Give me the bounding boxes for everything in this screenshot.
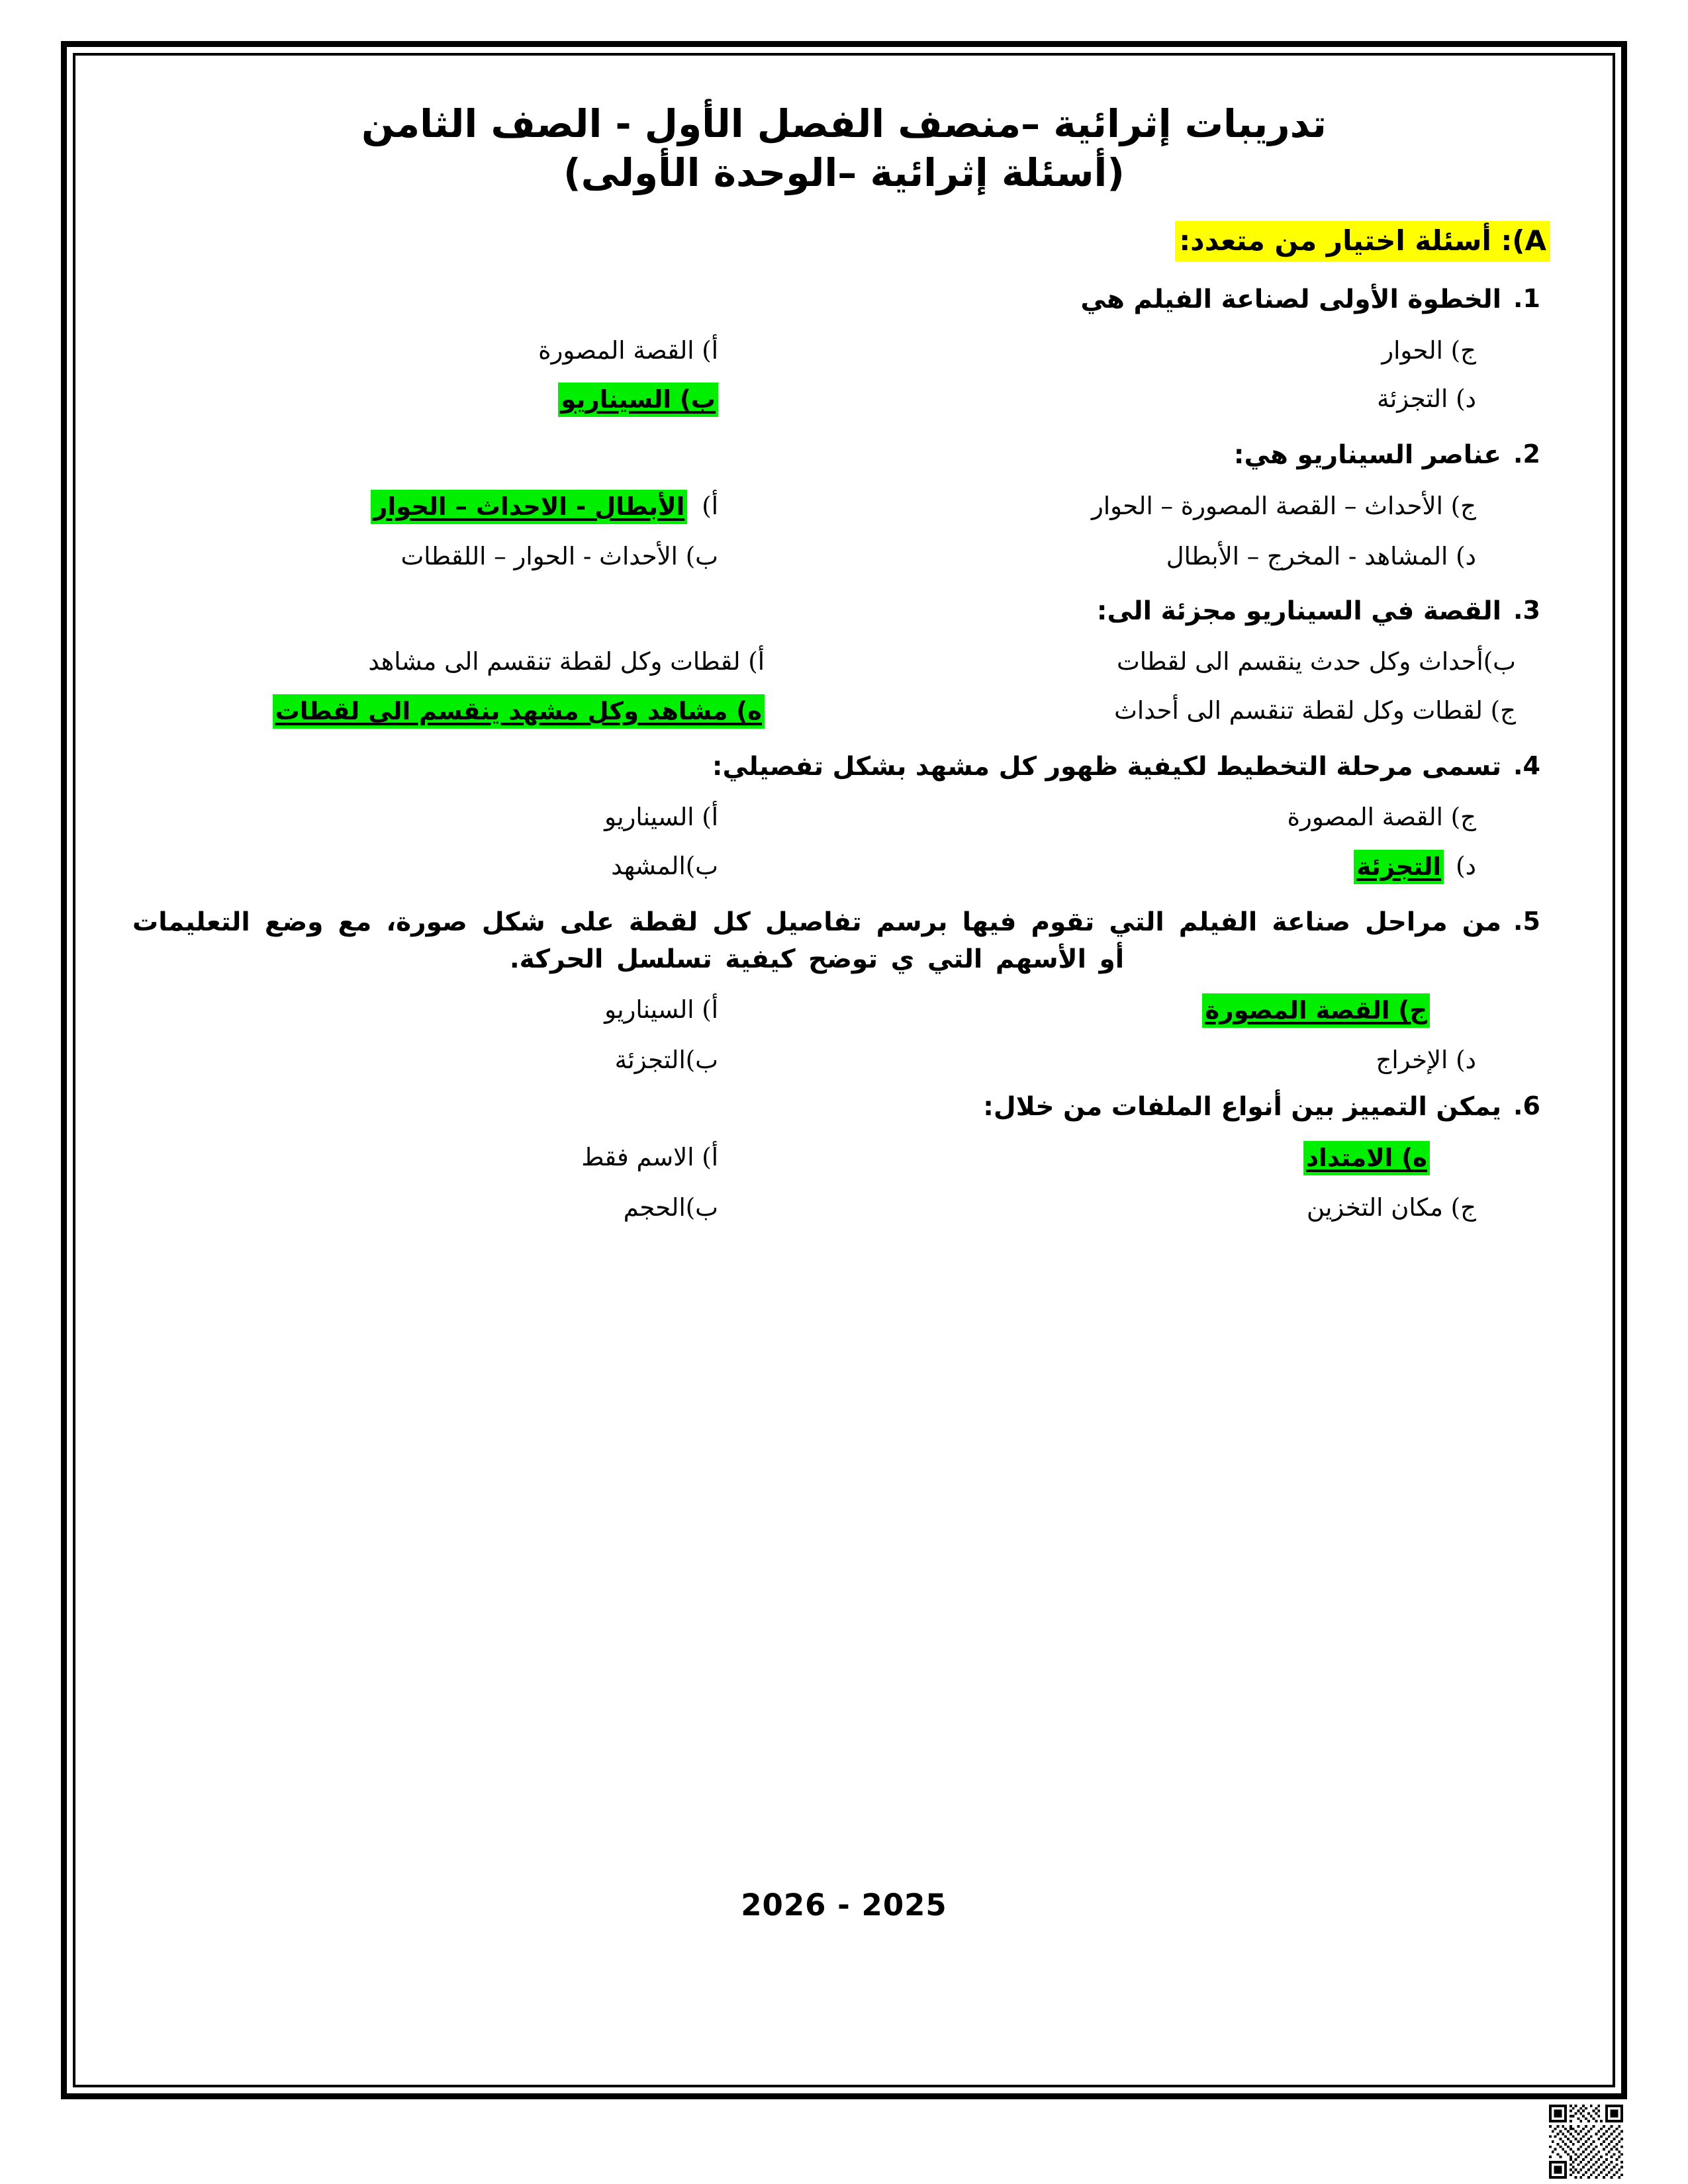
question-4-text: تسمى مرحلة التخطيط لكيفية ظهور كل مشهد بشكل تفصيلي:	[712, 751, 1501, 782]
option-6b: ب)الحجم	[623, 1193, 718, 1222]
question-6-number: 6.	[1513, 1091, 1540, 1120]
option-3e-correct: ه) مشاهد وكل مشهد ينقسم الى لقطات	[273, 694, 765, 729]
option-5d: د) الإخراج	[1376, 1045, 1476, 1074]
option-cell[interactable]	[844, 850, 1556, 884]
option-cell[interactable]	[132, 645, 844, 678]
option-cell[interactable]	[132, 694, 844, 729]
option-cell[interactable]	[844, 334, 1556, 367]
option-cell[interactable]	[132, 334, 844, 367]
option-1b-correct: ب) السيناريو	[558, 383, 718, 417]
option-6e-correct: ه) الامتداد	[1303, 1141, 1430, 1175]
question-5	[132, 904, 1556, 1077]
question-1-text: الخطوة الأولى لصناعة الفيلم هي	[1080, 285, 1501, 315]
question-2-number: 2.	[1513, 439, 1540, 469]
option-cell[interactable]	[844, 1191, 1556, 1224]
option-cell[interactable]	[844, 645, 1556, 678]
question-4-stem	[132, 749, 1556, 785]
qr-code-graphic	[1549, 2105, 1623, 2179]
question-6-text: يمكن التمييز بين أنواع الملفات من خلال:	[983, 1091, 1501, 1122]
option-1d: د) التجزئة	[1377, 385, 1476, 414]
option-1a: أ) القصة المصورة	[538, 336, 718, 365]
question-3-number: 3.	[1513, 595, 1540, 625]
option-4b: ب)المشهد	[611, 852, 718, 881]
option-5c-correct: ج) القصة المصورة	[1202, 993, 1430, 1028]
question-3-options-row-1	[132, 645, 1556, 678]
question-2-options-row-1	[132, 490, 1556, 524]
page-content	[93, 74, 1595, 2066]
option-cell[interactable]	[132, 993, 844, 1028]
option-cell[interactable]	[844, 993, 1556, 1028]
question-6-options-row-1	[132, 1141, 1556, 1175]
option-3b: ب)أحداث وكل حدث ينقسم الى لقطات	[1116, 647, 1516, 676]
question-6-options-row-2	[132, 1191, 1556, 1224]
option-cell[interactable]	[844, 490, 1556, 524]
question-1	[132, 281, 1556, 417]
question-1-options-row-2	[132, 383, 1556, 417]
option-4d-label: د)	[1456, 852, 1476, 881]
option-3c: ج) لقطات وكل لقطة تنقسم الى أحداث	[1114, 696, 1516, 725]
question-2-options-row-2	[132, 540, 1556, 573]
option-2a-label: أ)	[702, 491, 718, 520]
qr-code	[1549, 2105, 1623, 2179]
option-cell[interactable]	[844, 540, 1556, 573]
option-3a: أ) لقطات وكل لقطة تنقسم الى مشاهد	[368, 647, 765, 676]
option-cell[interactable]	[844, 383, 1556, 417]
section-a-header: A): أسئلة اختيار من متعدد:	[1175, 221, 1550, 261]
question-6	[132, 1089, 1556, 1224]
option-2a-correct: الأبطال - الاحداث – الحوار	[371, 490, 687, 524]
question-4-options-row-2	[132, 850, 1556, 884]
option-cell[interactable]	[844, 1044, 1556, 1077]
option-cell[interactable]	[844, 694, 1556, 729]
question-5-text: من مراحل صناعة الفيلم التي تقوم فيها برسم تفاصيل كل لقطة على شكل صورة، مع وضع التعليمات أو الأسهم التي ي توضح كيفية تسلسل الحركة.	[132, 907, 1501, 974]
question-2	[132, 437, 1556, 572]
option-cell[interactable]	[132, 1191, 844, 1224]
question-2-stem	[132, 437, 1556, 473]
option-cell[interactable]	[132, 540, 844, 573]
option-4d-correct: التجزئة	[1354, 850, 1444, 884]
question-5-options-row-1	[132, 993, 1556, 1028]
option-cell[interactable]	[132, 1141, 844, 1175]
question-4-number: 4.	[1513, 751, 1540, 780]
option-4c: ج) القصة المصورة	[1287, 803, 1476, 832]
option-6a: أ) الاسم فقط	[581, 1143, 718, 1172]
question-2-text: عناصر السيناريو هي:	[1233, 440, 1501, 471]
question-4-options-row-1	[132, 801, 1556, 834]
title-line-2: (أسئلة إثرائية –الوحدة الأولى)	[563, 150, 1125, 196]
question-3-options-row-2	[132, 694, 1556, 729]
question-4	[132, 749, 1556, 884]
academic-year: 2026 - 2025	[741, 1888, 947, 1923]
option-cell[interactable]	[132, 490, 844, 524]
option-1c: ج) الحوار	[1382, 336, 1476, 365]
option-6c: ج) مكان التخزين	[1306, 1193, 1476, 1222]
option-2c: ج) الأحداث – القصة المصورة – الحوار	[1092, 491, 1476, 520]
question-6-stem	[132, 1089, 1556, 1125]
option-cell[interactable]	[132, 850, 844, 884]
option-cell[interactable]	[844, 1141, 1556, 1175]
option-2b: ب) الأحداث - الحوار – اللقطات	[400, 541, 718, 570]
question-1-number: 1.	[1513, 284, 1540, 314]
option-2d: د) المشاهد - المخرج – الأبطال	[1166, 541, 1476, 570]
option-5a: أ) السيناريو	[604, 995, 718, 1024]
option-cell[interactable]	[844, 801, 1556, 834]
title-line-1: تدريبات إثرائية –منصف الفصل الأول - الصف الثامن	[361, 101, 1327, 146]
question-3-stem	[132, 593, 1556, 629]
section-a-header-row	[132, 221, 1556, 261]
option-cell[interactable]	[132, 1044, 844, 1077]
question-1-options-row-1	[132, 334, 1556, 367]
question-5-options-row-2	[132, 1044, 1556, 1077]
option-5b: ب)التجزئة	[614, 1045, 718, 1074]
question-5-stem	[132, 904, 1556, 978]
question-3-text: القصة في السيناريو مجزئة الى:	[1096, 596, 1501, 626]
question-5-number: 5.	[1513, 907, 1540, 936]
page-title	[132, 99, 1556, 197]
option-cell[interactable]	[132, 801, 844, 834]
option-cell[interactable]	[132, 383, 844, 417]
option-4a: أ) السيناريو	[604, 803, 718, 832]
question-3	[132, 593, 1556, 729]
question-1-stem	[132, 281, 1556, 318]
